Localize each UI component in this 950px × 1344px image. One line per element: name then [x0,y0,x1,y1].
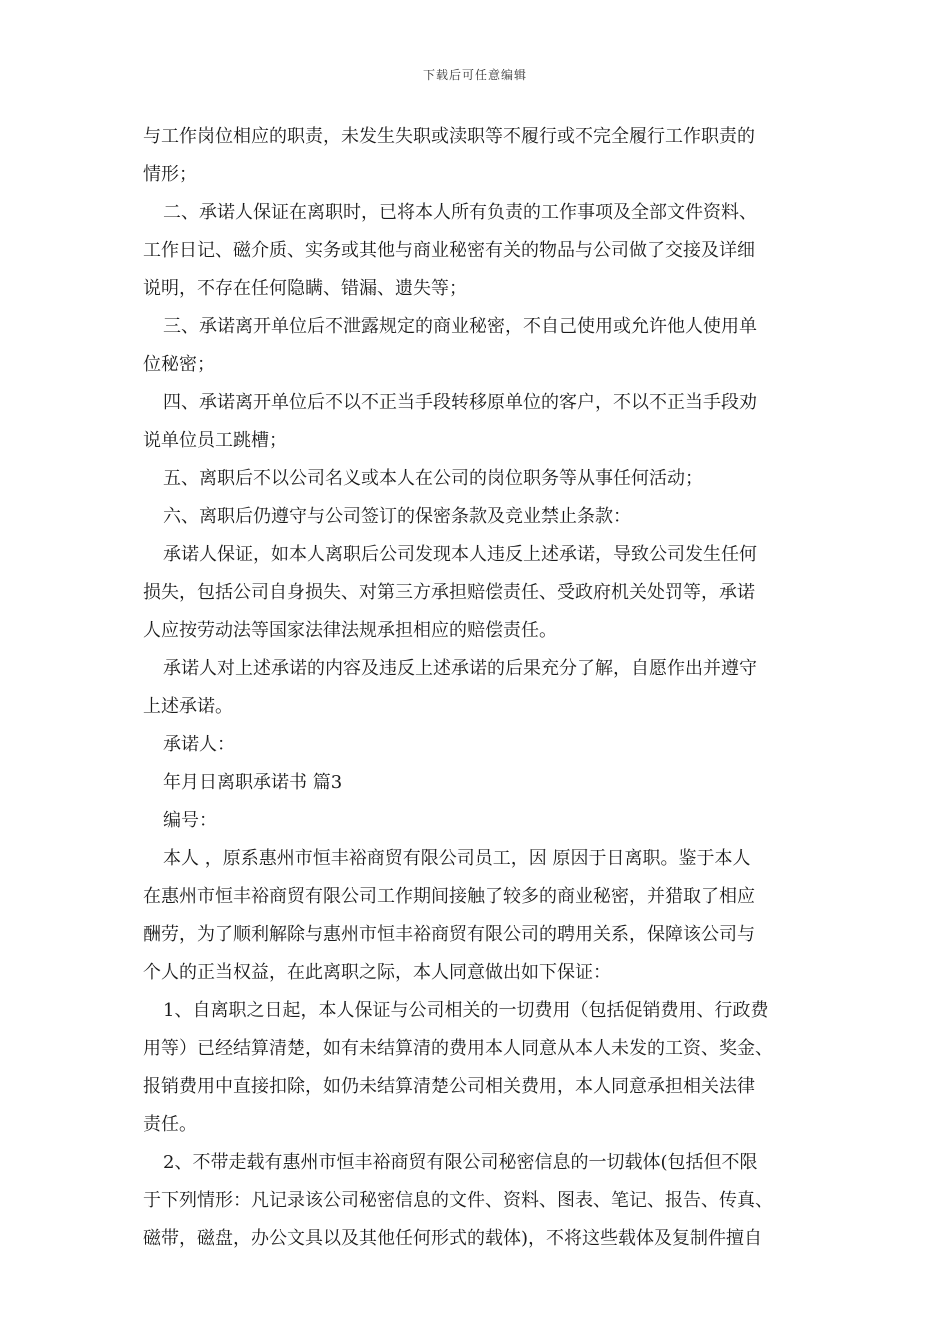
text-line: 1、自离职之日起，本人保证与公司相关的一切费用（包括促销费用、行政费 [163,1000,769,1021]
text-line: 上述承诺。 [143,696,233,717]
text-line: 酬劳，为了顺利解除与惠州市恒丰裕商贸有限公司的聘用关系，保障该公司与 [143,924,755,945]
text-line: 五、离职后不以公司名义或本人在公司的岗位职务等从事任何活动； [163,468,703,489]
page-header: 下载后可任意编辑 [422,68,527,82]
text-line: 责任。 [143,1114,197,1135]
text-line: 个人的正当权益，在此离职之际，本人同意做出如下保证： [143,962,611,983]
text-line: 情形； [143,164,197,185]
text-line: 承诺人保证，如本人离职后公司发现本人违反上述承诺，导致公司发生任何 [163,544,757,565]
text-line: 说明，不存在任何隐瞒、错漏、遗失等； [143,278,467,299]
text-line: 位秘密； [143,354,215,375]
text-line: 四、承诺离开单位后不以不正当手段转移原单位的客户，不以不正当手段劝 [163,392,757,413]
text-line: 承诺人： [163,734,235,755]
text-line: 与工作岗位相应的职责，未发生失职或渎职等不履行或不完全履行工作职责的 [143,126,755,147]
text-line: 本人 ，原系惠州市恒丰裕商贸有限公司员工，因 原因于日离职。鉴于本人 [163,848,751,869]
text-line: 2、不带走载有惠州市恒丰裕商贸有限公司秘密信息的一切载体(包括但不限 [163,1152,758,1173]
text-line: 用等）已经结算清楚，如有未结算清的费用本人同意从本人未发的工资、奖金、 [143,1038,773,1059]
text-line: 六、离职后仍遵守与公司签订的保密条款及竞业禁止条款： [163,506,631,527]
text-line: 于下列情形：凡记录该公司秘密信息的文件、资料、图表、笔记、报告、传真、 [143,1190,773,1211]
text-line: 二、承诺人保证在离职时，已将本人所有负责的工作事项及全部文件资料、 [163,202,757,223]
document-body [143,118,813,1258]
text-line: 报销费用中直接扣除，如仍未结算清楚公司相关费用，本人同意承担相关法律 [143,1076,755,1097]
text-line: 三、承诺离开单位后不泄露规定的商业秘密，不自己使用或允许他人使用单 [163,316,757,337]
text-line: 损失，包括公司自身损失、对第三方承担赔偿责任、受政府机关处罚等，承诺 [143,582,755,603]
text-line: 磁带，磁盘，办公文具以及其他任何形式的载体)，不将这些载体及复制件擅自 [143,1228,763,1249]
text-line: 工作日记、磁介质、实务或其他与商业秘密有关的物品与公司做了交接及详细 [143,240,755,261]
text-line: 在惠州市恒丰裕商贸有限公司工作期间接触了较多的商业秘密，并猎取了相应 [143,886,755,907]
text-line: 人应按劳动法等国家法律法规承担相应的赔偿责任。 [143,620,557,641]
text-line: 年月日离职承诺书 篇3 [163,772,343,793]
text-line: 编号： [163,810,217,831]
text-line: 承诺人对上述承诺的内容及违反上述承诺的后果充分了解，自愿作出并遵守 [163,658,757,679]
text-line: 说单位员工跳槽； [143,430,287,451]
